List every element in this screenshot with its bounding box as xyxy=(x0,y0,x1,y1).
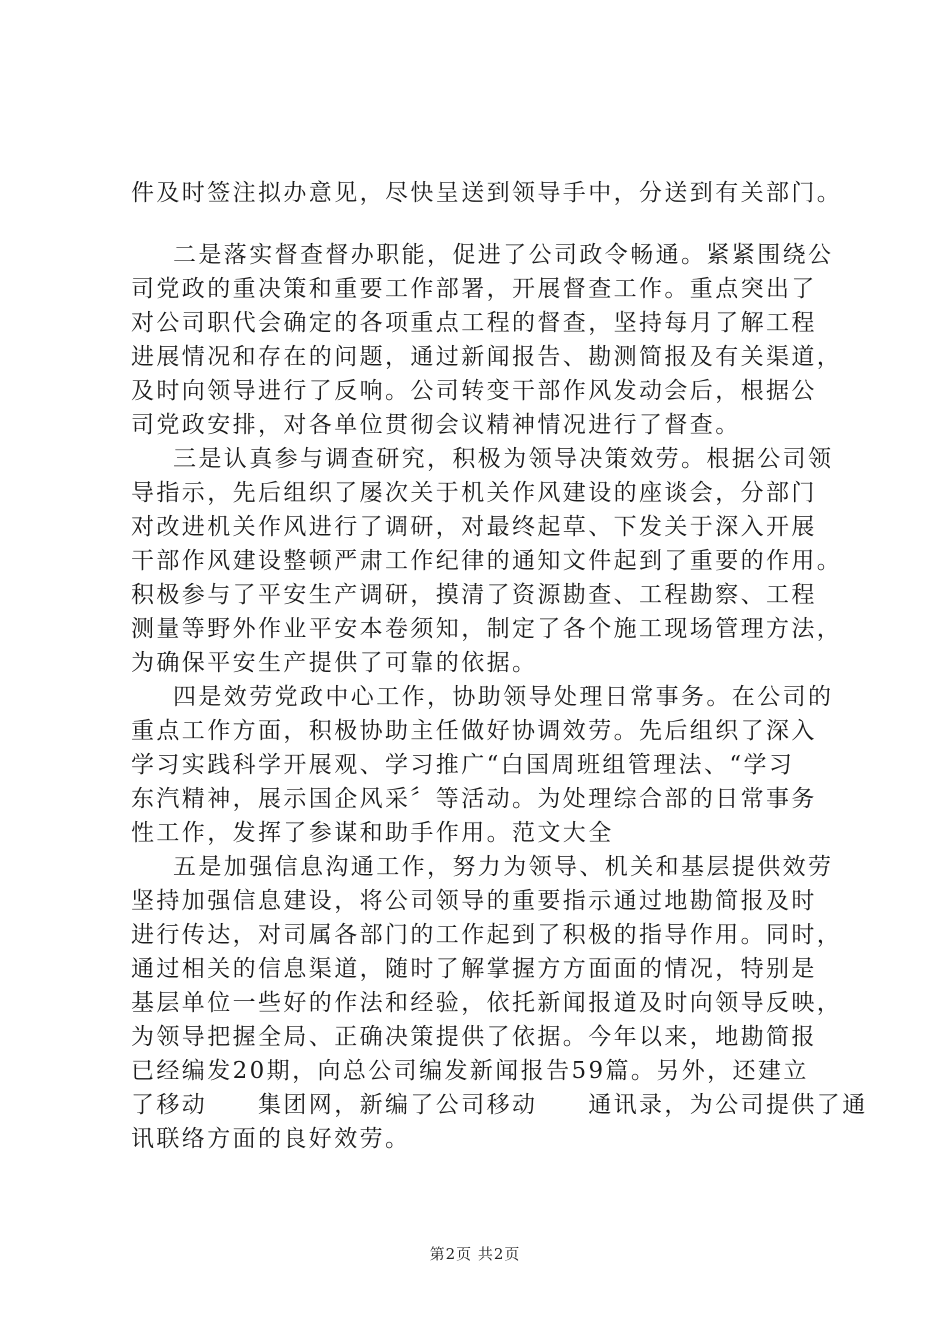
text-line: 为确保平安生产提供了可靠的依据。 xyxy=(131,650,538,676)
text-line: 重点工作方面，积极协助主任做好协调效劳。先后组织了深入 xyxy=(131,718,817,744)
text-line: 对改进机关作风进行了调研，对最终起草、下发关于深入开展 xyxy=(131,514,817,540)
text-line: 为领导把握全局、正确决策提供了依据。今年以来，地勘简报 xyxy=(131,1024,817,1050)
paragraph-first-line: 二是落实督查督办职能，促进了公司政令畅通。紧紧围绕公 xyxy=(173,242,834,268)
text-line: 坚持加强信息建设，将公司领导的重要指示通过地勘简报及时 xyxy=(131,888,817,914)
document-body xyxy=(131,176,868,1156)
text-line: 东汽精神，展示国企风采〞等活动。为处理综合部的日常事务 xyxy=(131,786,817,812)
text-line: 司党政的重决策和重要工作部署，开展督查工作。重点突出了 xyxy=(131,276,817,302)
text-line: 通过相关的信息渠道，随时了解掌握方方面面的情况，特别是 xyxy=(131,956,817,982)
paragraph-gap xyxy=(131,210,831,238)
text-line: 测量等野外作业平安本卷须知，制定了各个施工现场管理方法， xyxy=(131,616,843,642)
text-line: 司党政安排，对各单位贯彻会议精神情况进行了督查。 xyxy=(131,412,741,438)
page-number-footer: 第2页 共2页 xyxy=(429,1245,521,1263)
text-line: 件及时签注拟办意见，尽快呈送到领导手中，分送到有关部门。 xyxy=(131,180,843,206)
text-line: 性工作，发挥了参谋和助手作用。范文大全 xyxy=(131,820,614,846)
paragraph-first-line: 五是加强信息沟通工作，努力为领导、机关和基层提供效劳 xyxy=(173,854,834,880)
text-line: 基层单位一些好的作法和经验，依托新闻报道及时向领导反映， xyxy=(131,990,843,1016)
paragraph-first-line: 三是认真参与调查研究，积极为领导决策效劳。根据公司领 xyxy=(173,446,834,472)
text-line: 积极参与了平安生产调研，摸清了资源勘查、工程勘察、工程 xyxy=(131,582,817,608)
text-line: 对公司职代会确定的各项重点工程的督查，坚持每月了解工程 xyxy=(131,310,817,336)
text-line: 了移动 集团网，新编了公司移动 通讯录，为公司提供了通 xyxy=(131,1092,868,1118)
text-line: 讯联络方面的良好效劳。 xyxy=(131,1126,411,1152)
text-line: 学习实践科学开展观、学习推广“白国周班组管理法、“学习 xyxy=(131,752,795,778)
text-line: 导指示，先后组织了屡次关于机关作风建设的座谈会，分部门 xyxy=(131,480,817,506)
text-line: 干部作风建设整顿严肃工作纪律的通知文件起到了重要的作用。 xyxy=(131,548,843,574)
text-line: 进展情况和存在的问题，通过新闻报告、勘测简报及有关渠道， xyxy=(131,344,843,370)
paragraph-first-line: 四是效劳党政中心工作，协助领导处理日常事务。在公司的 xyxy=(173,684,834,710)
text-line: 及时向领导进行了反响。公司转变干部作风发动会后，根据公 xyxy=(131,378,817,404)
text-line: 已经编发20期，向总公司编发新闻报告59篇。另外，还建立 xyxy=(131,1058,809,1084)
text-line: 进行传达，对司属各部门的工作起到了积极的指导作用。同时， xyxy=(131,922,843,948)
